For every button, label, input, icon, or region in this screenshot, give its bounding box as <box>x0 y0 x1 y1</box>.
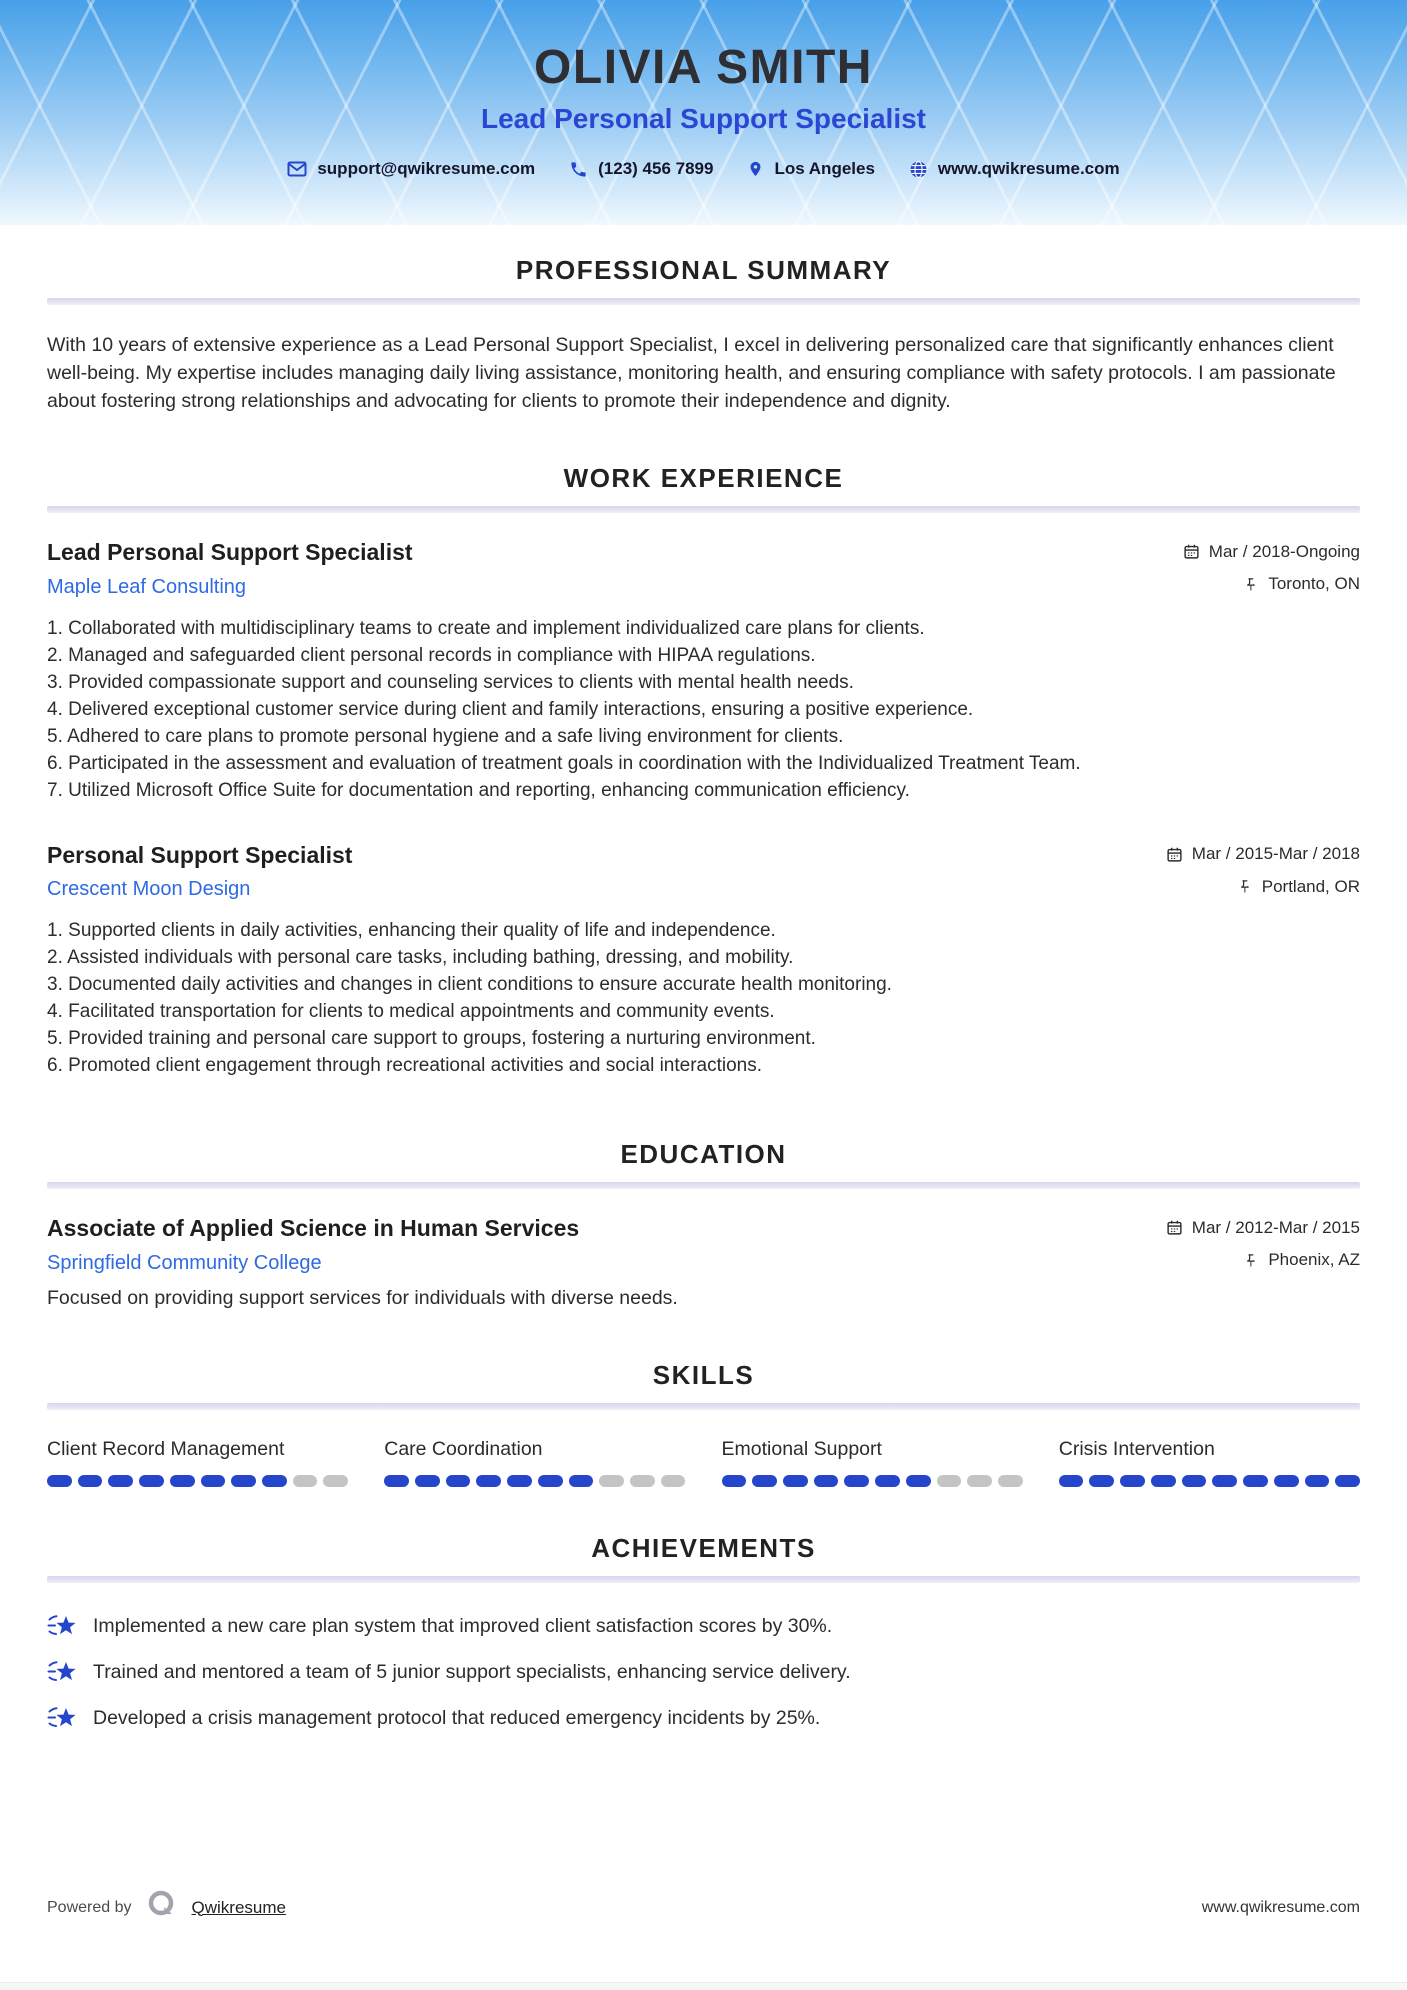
qwikresume-logo-icon <box>144 1887 180 1928</box>
education-description: Focused on providing support services for individuals with diverse needs. <box>47 1286 678 1309</box>
job-bullet: Assisted individuals with personal care tasks, including bathing, dressing, and mobility. <box>67 947 794 968</box>
footer-branding <box>47 1887 286 1928</box>
skill-level-dash <box>937 1475 962 1487</box>
pushpin-icon <box>1238 878 1253 895</box>
skill-level-dash <box>599 1475 624 1487</box>
job-bullet: Documented daily activities and changes in client conditions to ensure accurate health monitoring. <box>68 974 892 995</box>
contact-email[interactable] <box>287 159 535 179</box>
job-bullet: Participated in the assessment and evaluation of treatment goals in coordination with the Individualized Treatment Team. <box>68 752 1081 774</box>
skill-level-dash <box>293 1475 318 1487</box>
contact-phone-text: (123) 456 7899 <box>598 159 714 178</box>
skill-level-dash <box>78 1475 103 1487</box>
job-bullet: Facilitated transportation for clients to medical appointments and community events. <box>68 1001 775 1022</box>
job-bullet-list <box>47 615 1360 804</box>
summary-heading: PROFESSIONAL SUMMARY <box>515 255 892 285</box>
degree-title: Associate of Applied Science in Human Services <box>47 1215 580 1241</box>
skill-level-dash <box>1059 1475 1084 1487</box>
resume-header <box>0 0 1407 225</box>
section-work-experience <box>47 463 1360 1079</box>
job-bullet: Collaborated with multidisciplinary teams to create and implement individualized care plans for clients. <box>68 617 925 639</box>
skill-label: Crisis Intervention <box>1058 1437 1215 1460</box>
job-date <box>1183 542 1360 562</box>
skill-level-dash <box>538 1475 563 1487</box>
skill-level-dash <box>446 1475 471 1487</box>
skill-level-dash <box>752 1475 777 1487</box>
pushpin-icon <box>1244 576 1259 593</box>
achievement-item <box>47 1613 1360 1641</box>
skill-level-dash <box>108 1475 133 1487</box>
contact-phone <box>569 159 713 179</box>
skill-level-dash <box>415 1475 440 1487</box>
job-location-text: Toronto, ON <box>1268 574 1360 593</box>
job-date <box>1166 844 1360 864</box>
skill-level-dash <box>722 1475 747 1487</box>
skill-level-dash <box>262 1475 287 1487</box>
globe-icon <box>909 160 928 179</box>
skill-level-dash <box>1335 1475 1360 1487</box>
calendar-icon <box>1166 846 1183 863</box>
job-bullet: Promoted client engagement through recreational activities and social interactions. <box>68 1055 763 1076</box>
section-divider <box>47 1576 1360 1583</box>
job-date-text: Mar / 2018-Ongoing <box>1208 541 1360 561</box>
education-date-text: Mar / 2012-Mar / 2015 <box>1191 1217 1360 1237</box>
skill-level-dash <box>1182 1475 1207 1487</box>
skill-level-dash <box>384 1475 409 1487</box>
job-bullet: Supported clients in daily activities, enhancing their quality of life and independence. <box>68 920 776 941</box>
calendar-icon <box>1166 1219 1183 1236</box>
location-icon <box>747 159 764 179</box>
skill-level-dash <box>967 1475 992 1487</box>
skill-level-dash <box>1305 1475 1330 1487</box>
section-skills <box>47 1360 1360 1487</box>
contact-email-text: support@qwikresume.com <box>317 159 536 178</box>
achievement-item <box>47 1659 1360 1687</box>
pushpin-icon <box>1244 1252 1259 1269</box>
page-footer <box>47 1887 1360 1928</box>
job-bullet: Provided compassionate support and counseling services to clients with mental health needs. <box>68 671 854 693</box>
skill-level-dash <box>998 1475 1023 1487</box>
job-title: Personal Support Specialist <box>47 841 353 868</box>
skill-level-bar <box>47 1475 348 1487</box>
skill-level-dash <box>844 1475 869 1487</box>
work-heading: WORK EXPERIENCE <box>563 463 844 493</box>
school-name: Springfield Community College <box>47 1251 322 1274</box>
contact-location-text: Los Angeles <box>774 159 875 178</box>
section-divider <box>47 1403 1360 1410</box>
job-location <box>1244 574 1360 594</box>
job-title: Lead Personal Support Specialist <box>47 539 413 565</box>
calendar-icon <box>1183 543 1200 560</box>
job-bullet: Provided training and personal care support to groups, fostering a nurturing environment. <box>68 1028 816 1049</box>
achievement-text: Developed a crisis management protocol that reduced emergency incidents by 25%. <box>93 1707 821 1729</box>
skill-level-dash <box>1120 1475 1145 1487</box>
job-bullet: Delivered exceptional customer service during client and family interactions, ensuring a positive experience. <box>68 698 974 720</box>
skill-label: Client Record Management <box>47 1437 285 1460</box>
skill-level-dash <box>1089 1475 1114 1487</box>
skill-label: Care Coordination <box>384 1437 543 1460</box>
skill-entry <box>1059 1438 1360 1487</box>
education-heading: EDUCATION <box>620 1139 787 1169</box>
skill-entry <box>722 1438 1023 1487</box>
achievements-list <box>47 1613 1360 1733</box>
achievement-text: Implemented a new care plan system that improved client satisfaction scores by 30%. <box>93 1615 833 1637</box>
skill-level-dash <box>630 1475 655 1487</box>
skill-level-dash <box>569 1475 594 1487</box>
section-divider <box>47 1182 1360 1189</box>
skill-level-dash <box>661 1475 686 1487</box>
skills-heading: SKILLS <box>652 1359 755 1390</box>
job-bullet: Managed and safeguarded client personal records in compliance with HIPAA regulations. <box>68 644 816 666</box>
skill-label: Emotional Support <box>721 1437 882 1460</box>
job-entry <box>47 842 1360 1080</box>
skill-level-dash <box>507 1475 532 1487</box>
candidate-job-title: Lead Personal Support Specialist <box>480 103 926 134</box>
skill-level-bar <box>384 1475 685 1487</box>
skill-level-dash <box>1212 1475 1237 1487</box>
skill-level-dash <box>476 1475 501 1487</box>
achievement-text: Trained and mentored a team of 5 junior support specialists, enhancing service delivery. <box>93 1661 851 1683</box>
section-education <box>47 1139 1360 1310</box>
skill-level-dash <box>47 1475 72 1487</box>
job-company: Crescent Moon Design <box>47 878 251 900</box>
skill-level-dash <box>1274 1475 1299 1487</box>
shooting-star-icon <box>47 1659 77 1687</box>
contact-website-text: www.qwikresume.com <box>937 159 1120 178</box>
shooting-star-icon <box>47 1705 77 1733</box>
skill-level-dash <box>170 1475 195 1487</box>
skill-level-dash <box>814 1475 839 1487</box>
skill-level-dash <box>783 1475 808 1487</box>
phone-icon <box>569 160 588 179</box>
job-entry <box>47 539 1360 804</box>
contact-location <box>747 159 874 179</box>
resume-body <box>0 255 1407 1733</box>
job-company: Maple Leaf Consulting <box>47 575 247 598</box>
skill-level-dash <box>875 1475 900 1487</box>
section-summary <box>47 255 1360 415</box>
skill-level-bar <box>1059 1475 1360 1487</box>
skill-level-dash <box>323 1475 348 1487</box>
section-achievements <box>47 1533 1360 1733</box>
skill-level-bar <box>722 1475 1023 1487</box>
skill-entry <box>47 1438 348 1487</box>
email-icon <box>287 159 307 179</box>
achievement-item <box>47 1705 1360 1733</box>
skill-level-dash <box>201 1475 226 1487</box>
contact-website[interactable] <box>909 159 1120 179</box>
summary-text: With 10 years of extensive experience as a Lead Personal Support Specialist, I excel in delivering personalized care that significantly enhances client well-being. My expertise includes managing daily living assistance, monitoring health, and ensuring compliance with safety protocols. I am passionate about fostering strong relationships and advocating for clients to promote their independence and dignity. <box>47 334 1336 412</box>
job-location-text: Portland, OR <box>1261 876 1360 896</box>
candidate-name: OLIVIA SMITH <box>534 41 873 94</box>
section-divider <box>47 298 1360 305</box>
powered-by-label: Powered by <box>47 1898 132 1916</box>
skill-level-dash <box>1151 1475 1176 1487</box>
skill-level-dash <box>139 1475 164 1487</box>
skill-entry <box>384 1438 685 1487</box>
education-date <box>1166 1218 1360 1238</box>
skills-grid <box>47 1438 1360 1487</box>
section-divider <box>47 506 1360 513</box>
education-location <box>1244 1250 1360 1270</box>
shooting-star-icon <box>47 1613 77 1641</box>
job-bullet: Utilized Microsoft Office Suite for documentation and reporting, enhancing communication efficiency. <box>68 779 910 801</box>
qwikresume-link[interactable]: Qwikresume <box>191 1897 286 1917</box>
skill-level-dash <box>1243 1475 1268 1487</box>
page-bottom-strip <box>0 1982 1407 1990</box>
job-date-text: Mar / 2015-Mar / 2018 <box>1191 844 1360 863</box>
skill-level-dash <box>231 1475 256 1487</box>
achievements-heading: ACHIEVEMENTS <box>591 1532 816 1563</box>
skill-level-dash <box>906 1475 931 1487</box>
job-bullet-list <box>47 917 1360 1079</box>
education-entry <box>47 1215 1360 1310</box>
job-bullet: Adhered to care plans to promote personal hygiene and a safe living environment for clients. <box>67 725 844 747</box>
education-location-text: Phoenix, AZ <box>1268 1250 1360 1269</box>
contact-row <box>0 159 1407 179</box>
job-location <box>1238 877 1360 897</box>
footer-website-link[interactable]: www.qwikresume.com <box>1201 1898 1360 1916</box>
